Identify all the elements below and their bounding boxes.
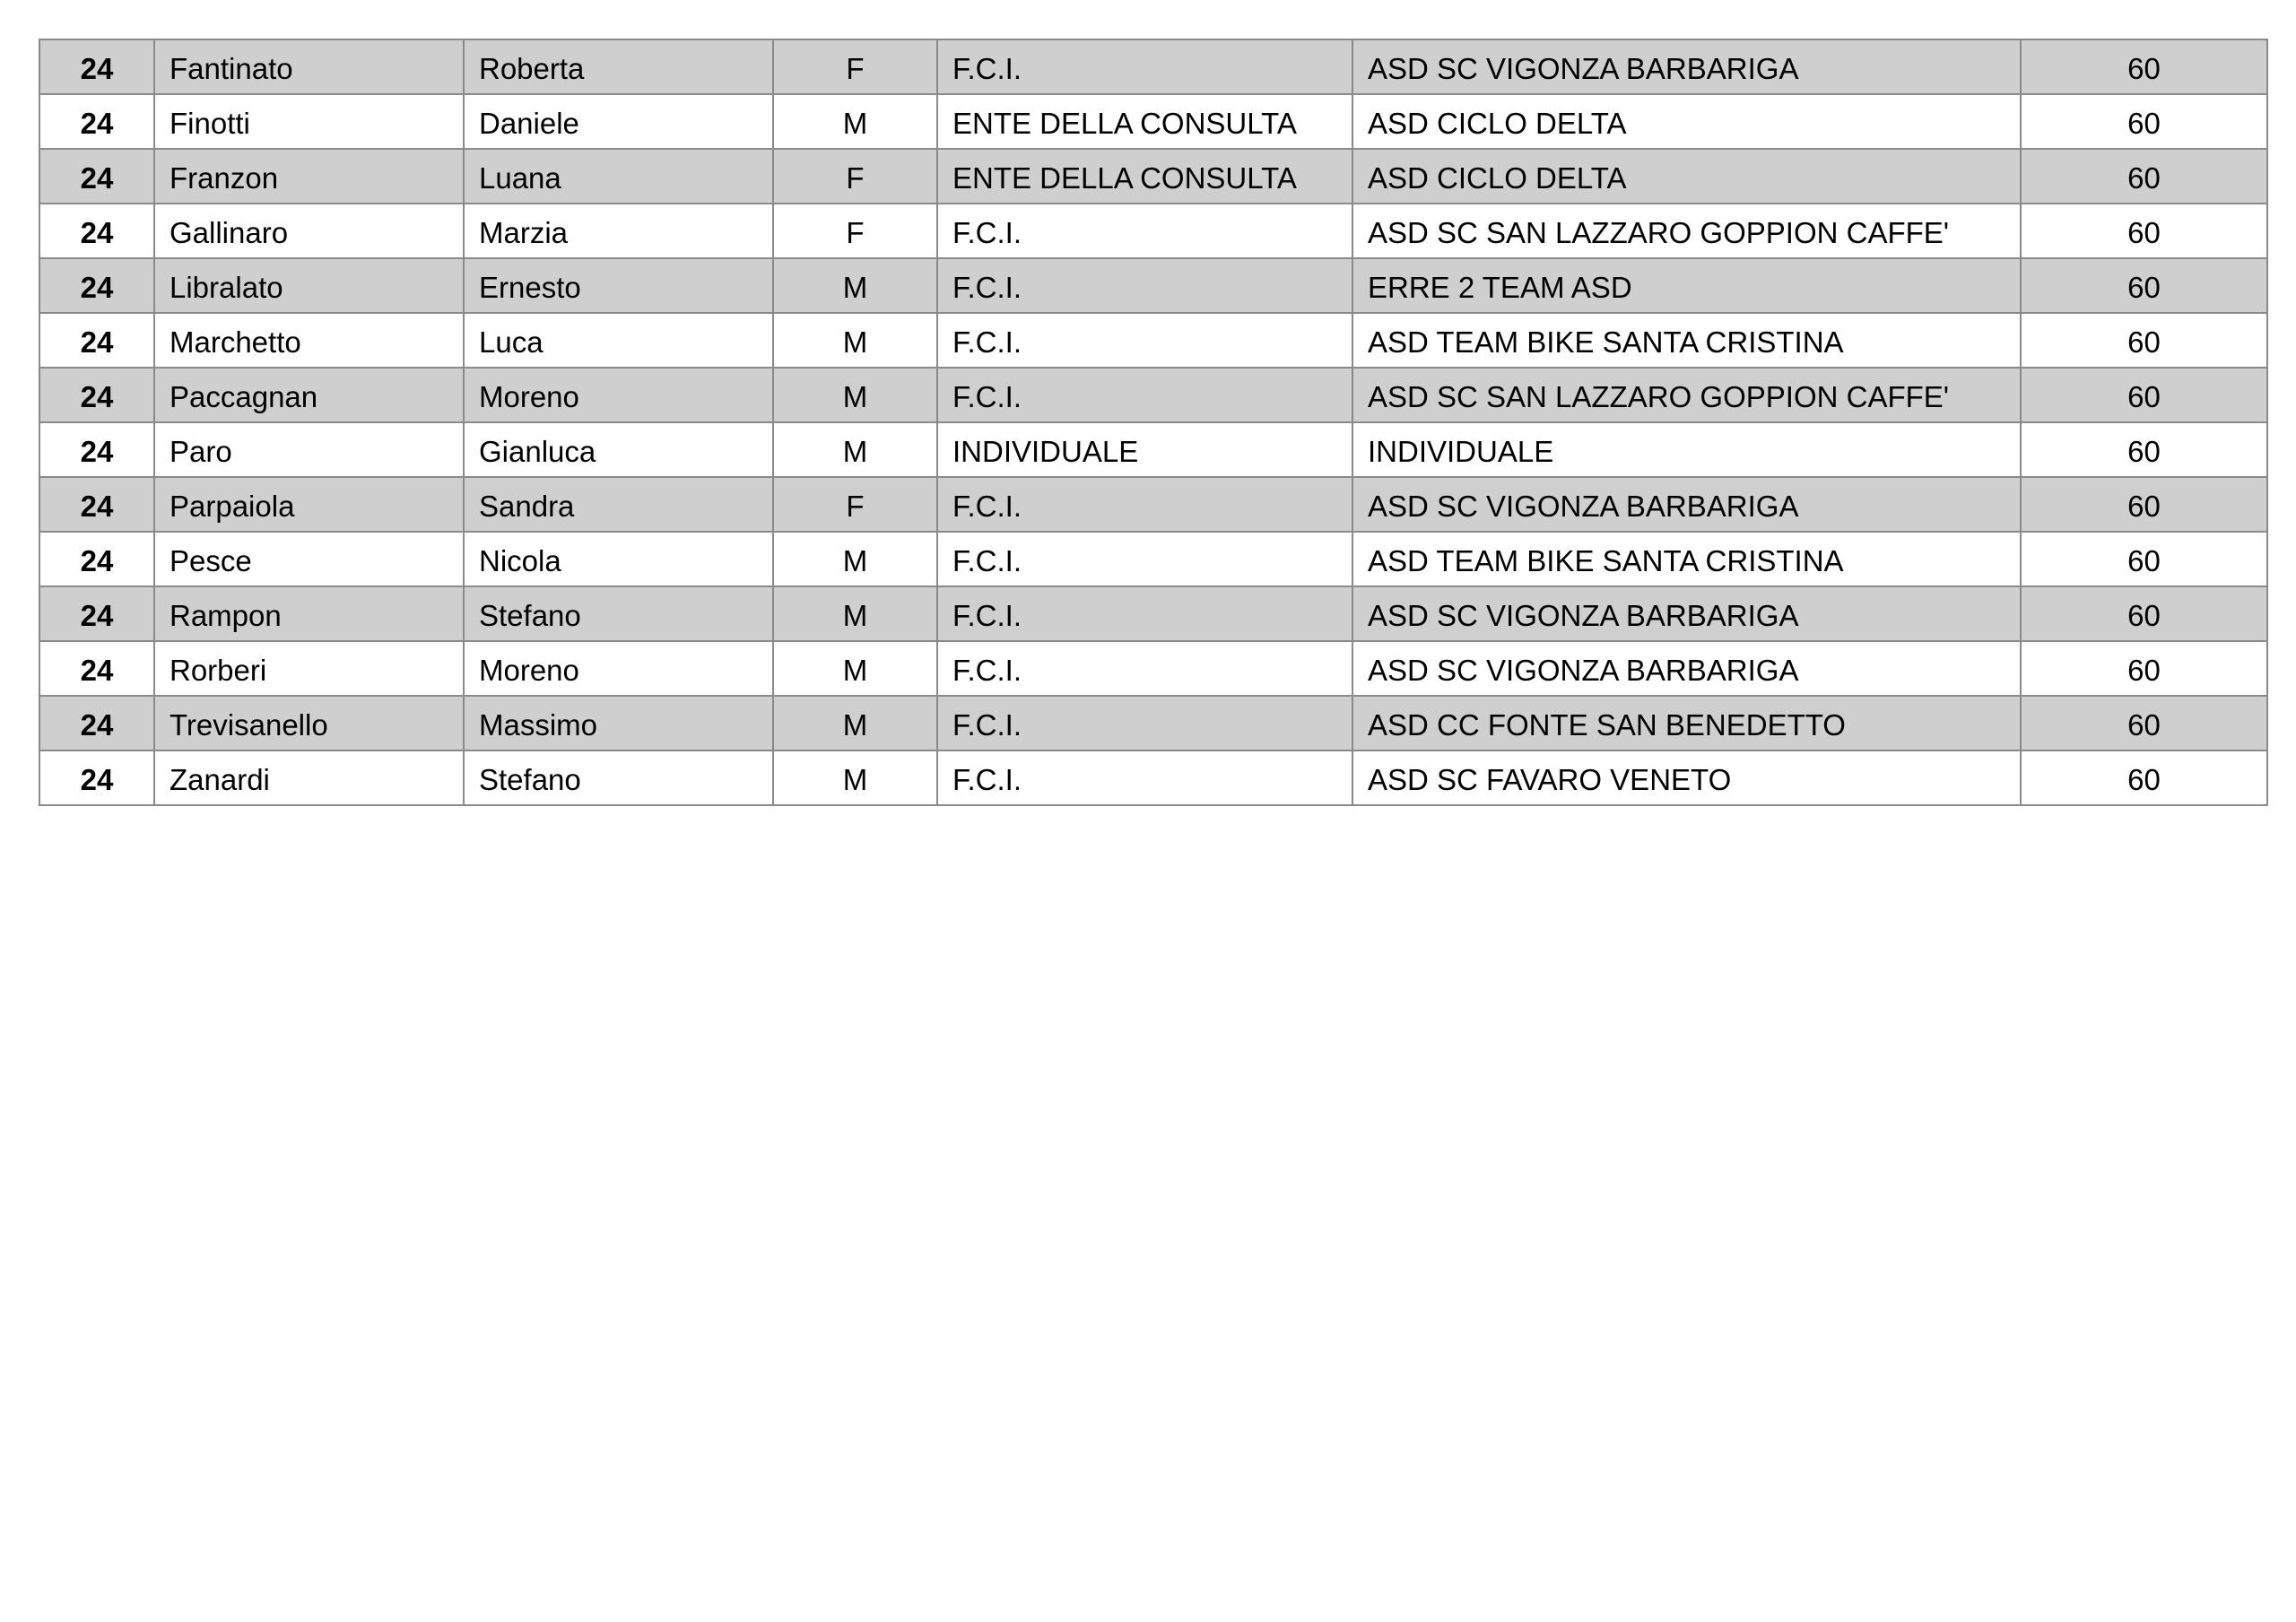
first-name-cell: Marzia [464, 204, 773, 258]
sex-cell: M [773, 94, 937, 149]
surname-cell: Paro [154, 422, 464, 477]
organization-cell: F.C.I. [937, 696, 1352, 750]
sex-cell: M [773, 750, 937, 805]
position-cell: 24 [39, 313, 154, 368]
sex-cell: M [773, 696, 937, 750]
first-name-cell: Ernesto [464, 258, 773, 313]
surname-cell: Pesce [154, 532, 464, 586]
position-cell: 24 [39, 149, 154, 204]
table-row [39, 696, 2267, 750]
surname-cell: Zanardi [154, 750, 464, 805]
points-cell: 60 [2021, 94, 2267, 149]
position-cell: 24 [39, 477, 154, 532]
surname-cell: Gallinaro [154, 204, 464, 258]
organization-cell: ENTE DELLA CONSULTA [937, 149, 1352, 204]
sex-cell: M [773, 586, 937, 641]
position-cell: 24 [39, 696, 154, 750]
position-cell: 24 [39, 532, 154, 586]
position-cell: 24 [39, 422, 154, 477]
team-cell: ASD SC SAN LAZZARO GOPPION CAFFE' [1352, 368, 2021, 422]
sex-cell: M [773, 368, 937, 422]
organization-cell: F.C.I. [937, 258, 1352, 313]
organization-cell: INDIVIDUALE [937, 422, 1352, 477]
position-cell: 24 [39, 586, 154, 641]
organization-cell: F.C.I. [937, 477, 1352, 532]
surname-cell: Marchetto [154, 313, 464, 368]
team-cell: ASD CICLO DELTA [1352, 149, 2021, 204]
position-cell: 24 [39, 204, 154, 258]
team-cell: ASD SC VIGONZA BARBARIGA [1352, 586, 2021, 641]
results-table [39, 39, 2268, 806]
position-cell: 24 [39, 641, 154, 696]
table-row [39, 313, 2267, 368]
first-name-cell: Luca [464, 313, 773, 368]
surname-cell: Rorberi [154, 641, 464, 696]
team-cell: ASD SC SAN LAZZARO GOPPION CAFFE' [1352, 204, 2021, 258]
points-cell: 60 [2021, 204, 2267, 258]
position-cell: 24 [39, 39, 154, 94]
team-cell: ASD CC FONTE SAN BENEDETTO [1352, 696, 2021, 750]
sex-cell: M [773, 313, 937, 368]
table-row [39, 641, 2267, 696]
table-row [39, 477, 2267, 532]
surname-cell: Libralato [154, 258, 464, 313]
position-cell: 24 [39, 94, 154, 149]
surname-cell: Finotti [154, 94, 464, 149]
points-cell: 60 [2021, 750, 2267, 805]
sex-cell: F [773, 149, 937, 204]
table-row [39, 204, 2267, 258]
first-name-cell: Sandra [464, 477, 773, 532]
surname-cell: Paccagnan [154, 368, 464, 422]
table-row [39, 532, 2267, 586]
points-cell: 60 [2021, 149, 2267, 204]
results-table-body [39, 39, 2267, 805]
points-cell: 60 [2021, 696, 2267, 750]
position-cell: 24 [39, 368, 154, 422]
table-row [39, 39, 2267, 94]
first-name-cell: Massimo [464, 696, 773, 750]
team-cell: INDIVIDUALE [1352, 422, 2021, 477]
team-cell: ASD TEAM BIKE SANTA CRISTINA [1352, 532, 2021, 586]
table-row [39, 149, 2267, 204]
surname-cell: Rampon [154, 586, 464, 641]
points-cell: 60 [2021, 313, 2267, 368]
sex-cell: M [773, 532, 937, 586]
organization-cell: F.C.I. [937, 39, 1352, 94]
first-name-cell: Gianluca [464, 422, 773, 477]
table-row [39, 750, 2267, 805]
sex-cell: M [773, 258, 937, 313]
surname-cell: Parpaiola [154, 477, 464, 532]
first-name-cell: Nicola [464, 532, 773, 586]
points-cell: 60 [2021, 258, 2267, 313]
surname-cell: Trevisanello [154, 696, 464, 750]
points-cell: 60 [2021, 586, 2267, 641]
surname-cell: Fantinato [154, 39, 464, 94]
table-row [39, 94, 2267, 149]
sex-cell: F [773, 39, 937, 94]
points-cell: 60 [2021, 532, 2267, 586]
sex-cell: M [773, 641, 937, 696]
table-row [39, 422, 2267, 477]
position-cell: 24 [39, 750, 154, 805]
points-cell: 60 [2021, 39, 2267, 94]
table-row [39, 368, 2267, 422]
organization-cell: F.C.I. [937, 204, 1352, 258]
sex-cell: F [773, 204, 937, 258]
first-name-cell: Luana [464, 149, 773, 204]
team-cell: ERRE 2 TEAM ASD [1352, 258, 2021, 313]
first-name-cell: Stefano [464, 750, 773, 805]
organization-cell: F.C.I. [937, 532, 1352, 586]
organization-cell: F.C.I. [937, 750, 1352, 805]
table-row [39, 258, 2267, 313]
points-cell: 60 [2021, 641, 2267, 696]
organization-cell: F.C.I. [937, 313, 1352, 368]
team-cell: ASD SC VIGONZA BARBARIGA [1352, 39, 2021, 94]
team-cell: ASD SC FAVARO VENETO [1352, 750, 2021, 805]
team-cell: ASD CICLO DELTA [1352, 94, 2021, 149]
first-name-cell: Moreno [464, 368, 773, 422]
first-name-cell: Roberta [464, 39, 773, 94]
first-name-cell: Stefano [464, 586, 773, 641]
team-cell: ASD SC VIGONZA BARBARIGA [1352, 477, 2021, 532]
sex-cell: M [773, 422, 937, 477]
points-cell: 60 [2021, 422, 2267, 477]
organization-cell: ENTE DELLA CONSULTA [937, 94, 1352, 149]
table-row [39, 586, 2267, 641]
first-name-cell: Daniele [464, 94, 773, 149]
organization-cell: F.C.I. [937, 586, 1352, 641]
organization-cell: F.C.I. [937, 368, 1352, 422]
points-cell: 60 [2021, 477, 2267, 532]
team-cell: ASD SC VIGONZA BARBARIGA [1352, 641, 2021, 696]
position-cell: 24 [39, 258, 154, 313]
first-name-cell: Moreno [464, 641, 773, 696]
sex-cell: F [773, 477, 937, 532]
points-cell: 60 [2021, 368, 2267, 422]
surname-cell: Franzon [154, 149, 464, 204]
organization-cell: F.C.I. [937, 641, 1352, 696]
team-cell: ASD TEAM BIKE SANTA CRISTINA [1352, 313, 2021, 368]
